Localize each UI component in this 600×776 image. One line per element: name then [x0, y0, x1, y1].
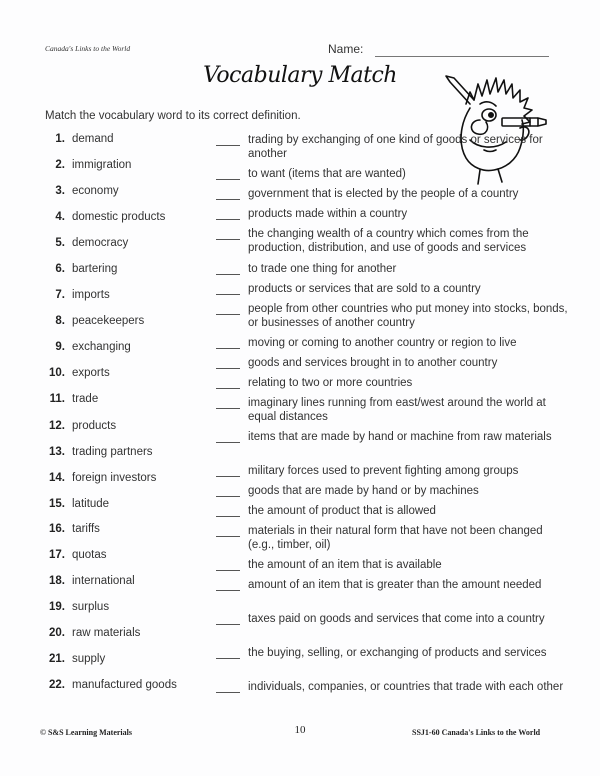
word-number: 19.	[49, 601, 65, 613]
word-number: 10.	[49, 367, 65, 379]
page-title: Vocabulary Match	[203, 63, 397, 88]
word-number: 11.	[49, 393, 65, 405]
answer-blank[interactable]	[216, 314, 240, 315]
answer-blank[interactable]	[216, 692, 240, 693]
definition-item	[216, 207, 568, 221]
word-text: economy	[72, 185, 119, 197]
definition-text: the changing wealth of a country which comes from the production, distribution, and use of goods and services	[248, 228, 529, 254]
word-item	[30, 341, 131, 353]
book-title: Canada's Links to the World	[45, 44, 131, 53]
word-number: 4.	[55, 211, 65, 223]
answer-blank[interactable]	[216, 624, 240, 625]
answer-blank[interactable]	[216, 219, 240, 220]
word-number: 5.	[55, 237, 65, 249]
definition-text: government that is elected by the people of a country	[248, 188, 519, 200]
word-item	[30, 263, 117, 275]
word-text: products	[72, 420, 117, 432]
answer-blank[interactable]	[216, 348, 240, 349]
word-text: demand	[72, 133, 114, 145]
definition-text: the buying, selling, or exchanging of products and services	[248, 647, 547, 659]
word-number: 21.	[49, 653, 65, 665]
word-item	[30, 211, 165, 223]
definition-text: goods that are made by hand or by machines	[248, 485, 479, 497]
definition-text: amount of an item that is greater than the amount needed	[248, 579, 542, 591]
definition-item	[216, 524, 568, 552]
word-text: foreign investors	[72, 472, 157, 484]
definition-item	[216, 376, 568, 390]
word-item	[30, 601, 109, 613]
copyright: © S&S Learning Materials	[40, 728, 132, 737]
definition-text: products or services that are sold to a country	[248, 283, 481, 295]
definition-item	[216, 187, 568, 201]
definition-item	[216, 167, 568, 181]
word-item	[30, 549, 107, 561]
definition-item	[216, 336, 568, 350]
word-text: imports	[72, 289, 110, 301]
definition-text: imaginary lines running from east/west around the world at equal distances	[248, 397, 546, 423]
name-field[interactable]	[375, 56, 549, 57]
definition-text: products made within a country	[248, 208, 408, 220]
definition-item	[216, 680, 568, 694]
word-number: 18.	[49, 575, 65, 587]
word-text: supply	[72, 653, 106, 665]
word-number: 13.	[49, 446, 65, 458]
word-text: quotas	[72, 549, 107, 561]
answer-blank[interactable]	[216, 570, 240, 571]
word-item	[30, 185, 119, 197]
definition-item	[216, 262, 568, 276]
definition-text: materials in their natural form that have not been changed (e.g., timber, oil)	[248, 525, 543, 551]
definition-item	[216, 227, 568, 255]
answer-blank[interactable]	[216, 274, 240, 275]
word-item	[30, 523, 100, 535]
answer-blank[interactable]	[216, 408, 240, 409]
word-text: raw materials	[72, 627, 141, 639]
definition-item	[216, 504, 568, 518]
word-item	[30, 420, 116, 432]
word-item	[30, 653, 105, 665]
word-number: 3.	[55, 185, 65, 197]
word-number: 12.	[49, 420, 65, 432]
word-item	[30, 367, 110, 379]
word-number: 7.	[55, 289, 65, 301]
definition-text: to want (items that are wanted)	[248, 168, 406, 180]
word-text: peacekeepers	[72, 315, 145, 327]
definition-text: the amount of an item that is available	[248, 559, 442, 571]
word-item	[30, 237, 128, 249]
word-item	[30, 289, 110, 301]
instructions: Match the vocabulary word to its correct definition.	[45, 110, 301, 122]
answer-blank[interactable]	[216, 368, 240, 369]
answer-blank[interactable]	[216, 516, 240, 517]
answer-blank[interactable]	[216, 179, 240, 180]
answer-blank[interactable]	[216, 442, 240, 443]
word-item	[30, 679, 177, 691]
definition-item	[216, 612, 568, 626]
definition-text: trading by exchanging of one kind of goods or services for another	[248, 134, 543, 160]
definition-item	[216, 430, 568, 444]
word-item	[30, 315, 144, 327]
definition-text: military forces used to prevent fighting among groups	[248, 465, 519, 477]
word-text: trade	[72, 393, 99, 405]
word-text: surplus	[72, 601, 110, 613]
definition-text: people from other countries who put money into stocks, bonds, or businesses of another country	[248, 303, 568, 329]
word-number: 6.	[55, 263, 65, 275]
word-text: democracy	[72, 237, 129, 249]
word-number: 15.	[49, 498, 65, 510]
definition-item	[216, 302, 568, 330]
word-number: 20.	[49, 627, 65, 639]
word-text: immigration	[72, 159, 132, 171]
definition-item	[216, 396, 568, 424]
word-item	[30, 159, 131, 171]
answer-blank[interactable]	[216, 496, 240, 497]
answer-blank[interactable]	[216, 658, 240, 659]
definition-text: moving or coming to another country or region to live	[248, 337, 517, 349]
definition-item	[216, 133, 568, 161]
definition-item	[216, 484, 568, 498]
definition-item	[216, 464, 568, 478]
definition-item	[216, 646, 568, 660]
word-text: trading partners	[72, 446, 153, 458]
answer-blank[interactable]	[216, 294, 240, 295]
answer-blank[interactable]	[216, 388, 240, 389]
word-item	[30, 575, 135, 587]
word-item	[30, 393, 98, 405]
definition-item	[216, 578, 568, 592]
definition-text: the amount of product that is allowed	[248, 505, 436, 517]
answer-blank[interactable]	[216, 145, 240, 146]
word-text: international	[72, 575, 135, 587]
answer-blank[interactable]	[216, 536, 240, 537]
word-item	[30, 446, 153, 458]
page-number: 10	[294, 724, 306, 736]
word-number: 8.	[55, 315, 65, 327]
answer-blank[interactable]	[216, 239, 240, 240]
definition-item	[216, 282, 568, 296]
word-item	[30, 498, 109, 510]
definition-text: taxes paid on goods and services that come into a country	[248, 613, 545, 625]
definition-text: individuals, companies, or countries that trade with each other	[248, 681, 564, 693]
definition-text: goods and services brought in to another country	[248, 357, 498, 369]
word-number: 17.	[49, 549, 65, 561]
answer-blank[interactable]	[216, 199, 240, 200]
definition-text: items that are made by hand or machine from raw materials	[248, 431, 552, 443]
word-text: manufactured goods	[72, 679, 177, 691]
word-number: 16.	[49, 523, 65, 535]
definition-item	[216, 558, 568, 572]
word-number: 2.	[55, 159, 65, 171]
word-text: exports	[72, 367, 110, 379]
word-text: exchanging	[72, 341, 131, 353]
product-code: SSJ1-60 Canada's Links to the World	[412, 728, 541, 737]
word-number: 9.	[55, 341, 65, 353]
definition-text: relating to two or more countries	[248, 377, 413, 389]
answer-blank[interactable]	[216, 476, 240, 477]
word-number: 22.	[49, 679, 65, 691]
word-number: 1.	[55, 133, 65, 145]
word-text: latitude	[72, 498, 110, 510]
word-number: 14.	[49, 472, 65, 484]
definition-item	[216, 356, 568, 370]
word-item	[30, 133, 114, 145]
name-label: Name:	[328, 42, 364, 56]
answer-blank[interactable]	[216, 590, 240, 591]
definition-text: to trade one thing for another	[248, 263, 397, 275]
word-text: tariffs	[72, 523, 100, 535]
word-text: domestic products	[72, 211, 166, 223]
word-item	[30, 627, 140, 639]
word-text: bartering	[72, 263, 118, 275]
word-item	[30, 472, 156, 484]
